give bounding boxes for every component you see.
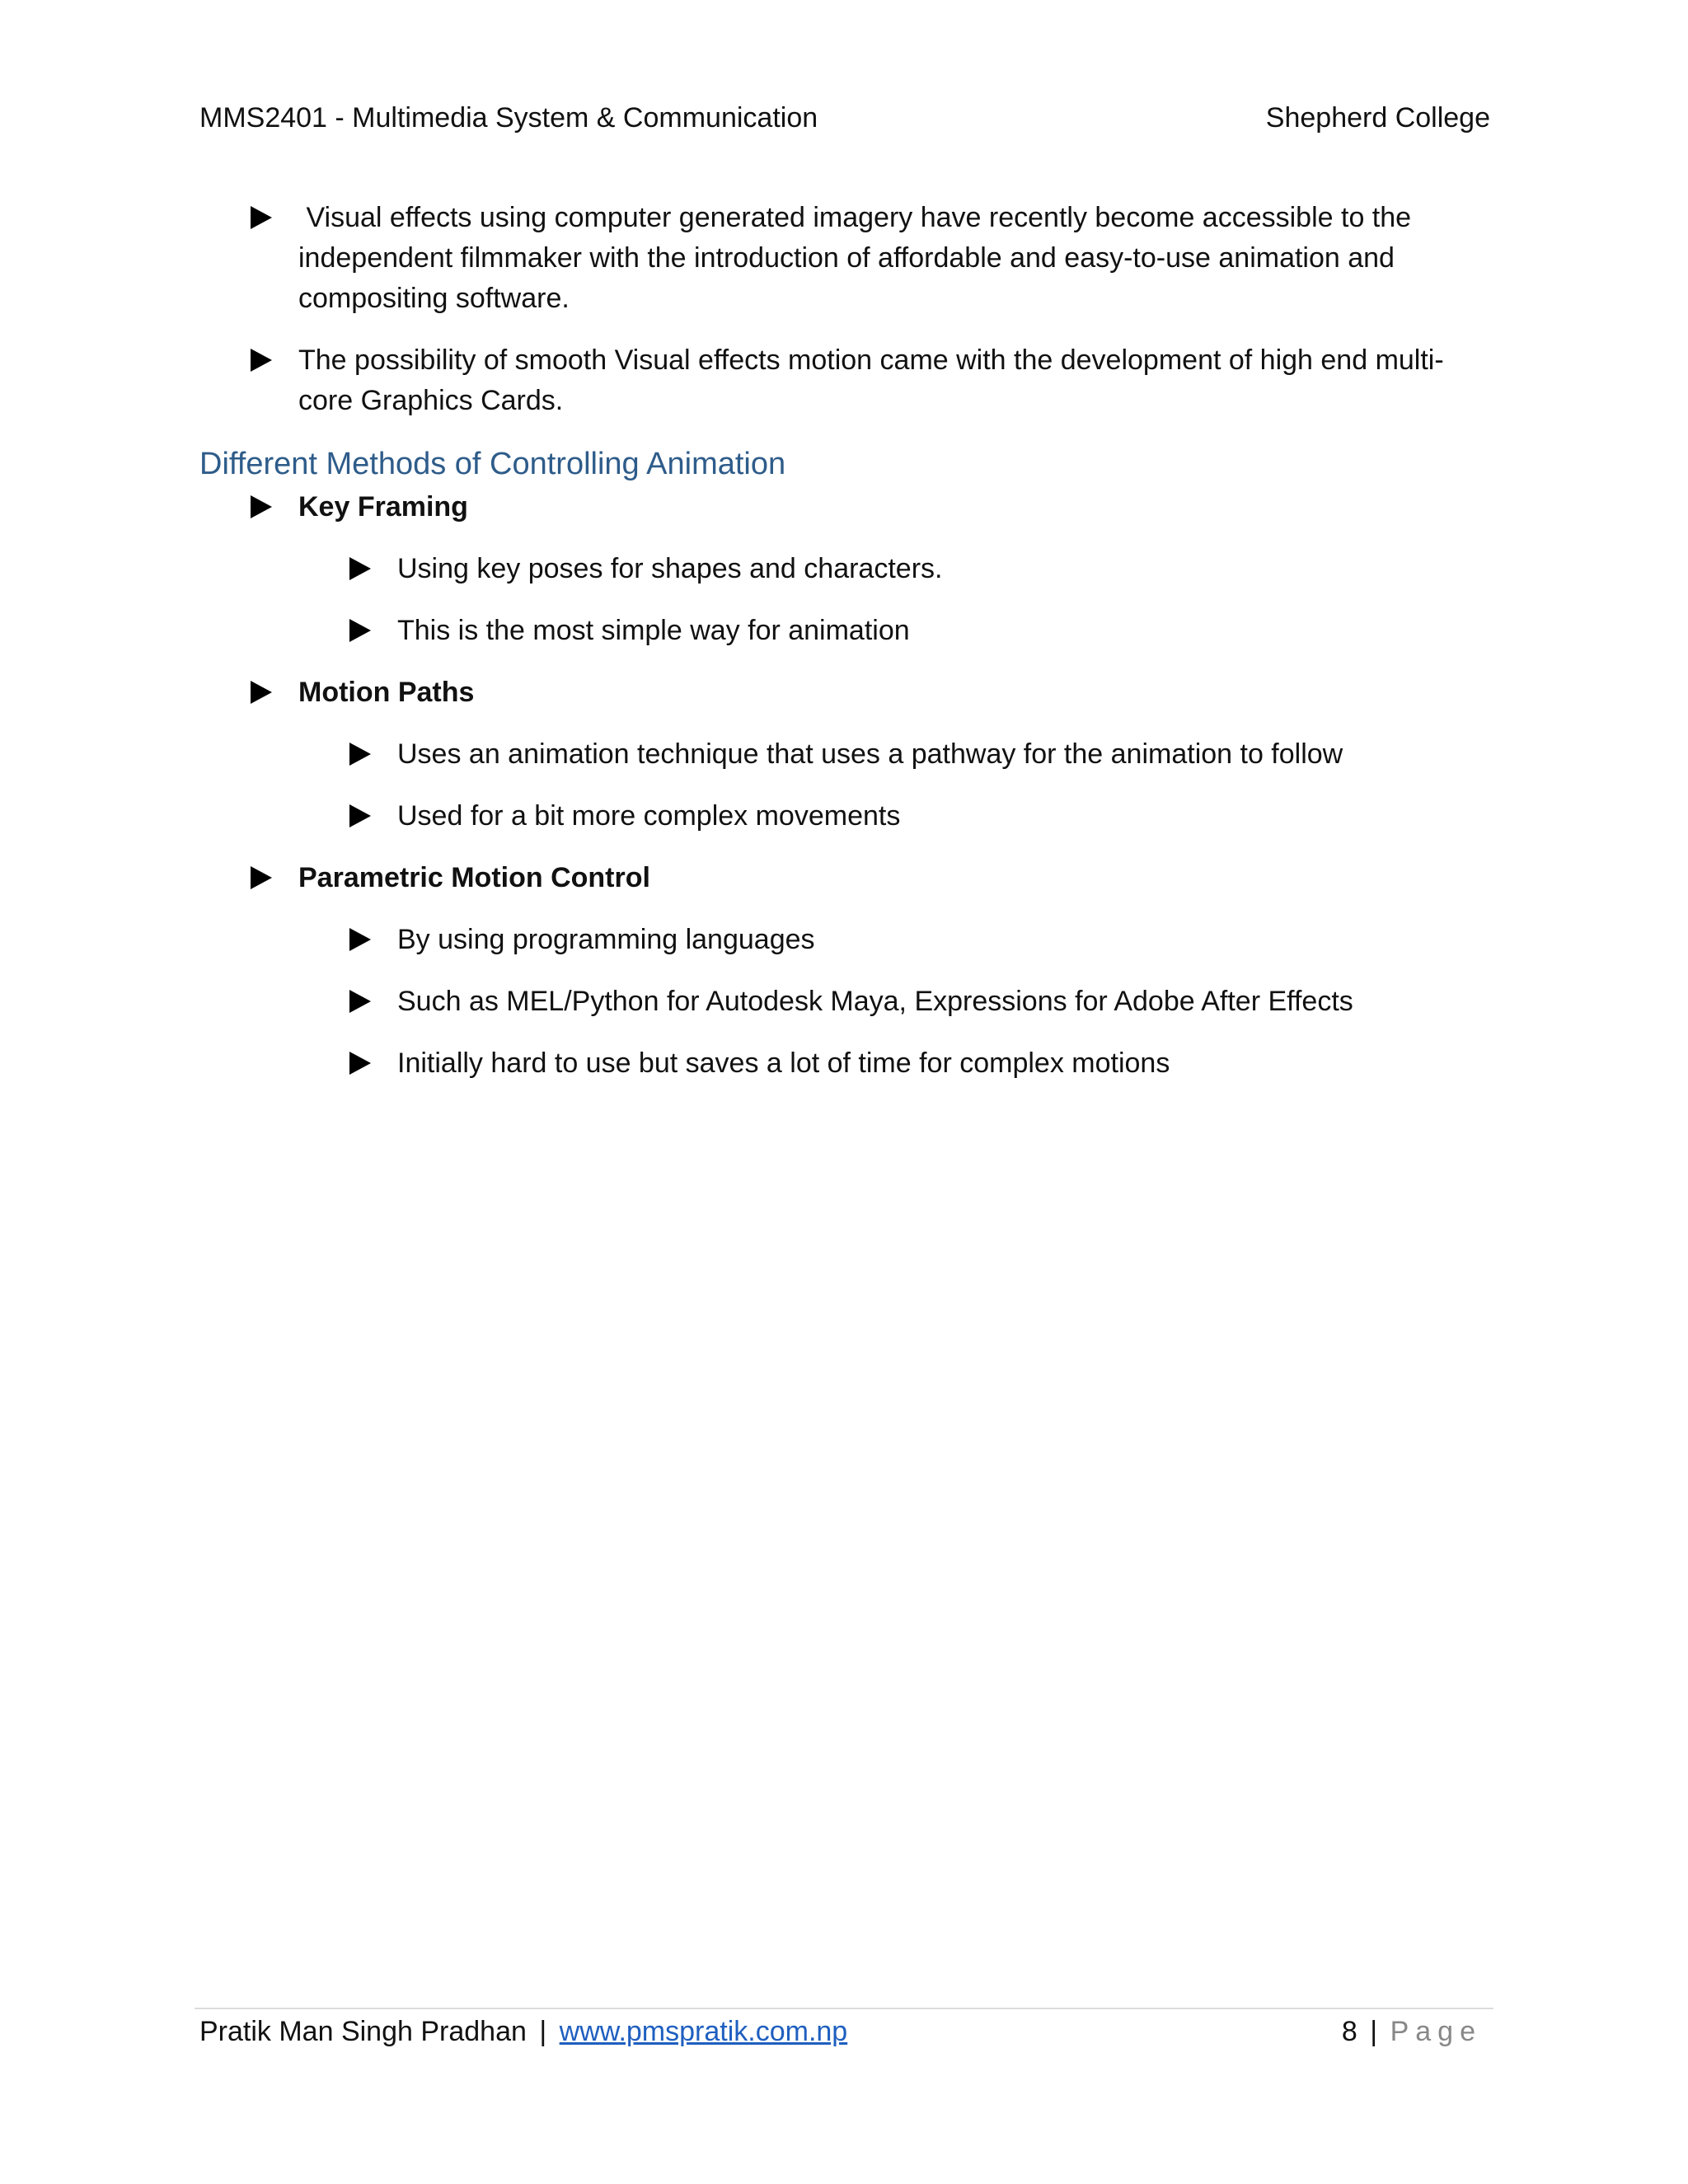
bullet-text: Visual effects using computer generated imagery have recently become accessible to the independent filmmaker with the introduction of affordable and easy-to-use animation and compositing software. — [298, 202, 1419, 314]
triangle-bullet-icon — [349, 557, 371, 580]
triangle-bullet-icon — [251, 206, 272, 229]
bullet-text: The possibility of smooth Visual effects motion came with the development of high end multi-core Graphics Cards. — [298, 344, 1444, 416]
section-heading: Different Methods of Controlling Animation — [199, 447, 786, 481]
list-item: This is the most simple way for animation — [199, 611, 1490, 651]
triangle-bullet-icon — [349, 1052, 371, 1075]
method-title: Key Framing — [199, 487, 1490, 527]
page-label: Page — [1390, 2016, 1482, 2047]
page-footer — [199, 2011, 1490, 2052]
list-item: Using key poses for shapes and characters. — [199, 549, 1490, 589]
method-title: Motion Paths — [199, 673, 1490, 713]
triangle-bullet-icon — [251, 495, 272, 518]
triangle-bullet-icon — [349, 928, 371, 951]
page-indicator — [1342, 2011, 1482, 2052]
list-item: By using programming languages — [199, 920, 1490, 960]
triangle-bullet-icon — [349, 804, 371, 827]
list-item — [199, 340, 1490, 421]
list-item: Initially hard to use but saves a lot of time for complex motions — [199, 1043, 1490, 1084]
list-item — [199, 198, 1490, 319]
list-item: Such as MEL/Python for Autodesk Maya, Expressions for Adobe After Effects — [199, 982, 1490, 1022]
triangle-bullet-icon — [349, 990, 371, 1013]
footer-author-block — [199, 2011, 847, 2052]
course-title: MMS2401 - Multimedia System & Communication — [199, 102, 818, 134]
page-number: 8 — [1341, 2016, 1357, 2047]
list-item: Used for a bit more complex movements — [199, 796, 1490, 837]
footer-separator: | — [539, 2016, 547, 2047]
page-separator: | — [1370, 2016, 1378, 2047]
triangle-bullet-icon — [349, 619, 371, 642]
page-header — [199, 97, 1490, 138]
college-name: Shepherd College — [1265, 102, 1490, 134]
footer-divider — [195, 2008, 1493, 2009]
list-item: Uses an animation technique that uses a pathway for the animation to follow — [199, 734, 1490, 775]
method-title: Parametric Motion Control — [199, 858, 1490, 898]
triangle-bullet-icon — [251, 349, 272, 372]
author-name: Pratik Man Singh Pradhan — [199, 2016, 527, 2047]
triangle-bullet-icon — [251, 866, 272, 889]
triangle-bullet-icon — [251, 681, 272, 704]
website-link[interactable]: www.pmspratik.com.np — [559, 2016, 848, 2047]
triangle-bullet-icon — [349, 743, 371, 766]
page-content — [199, 198, 1490, 1084]
